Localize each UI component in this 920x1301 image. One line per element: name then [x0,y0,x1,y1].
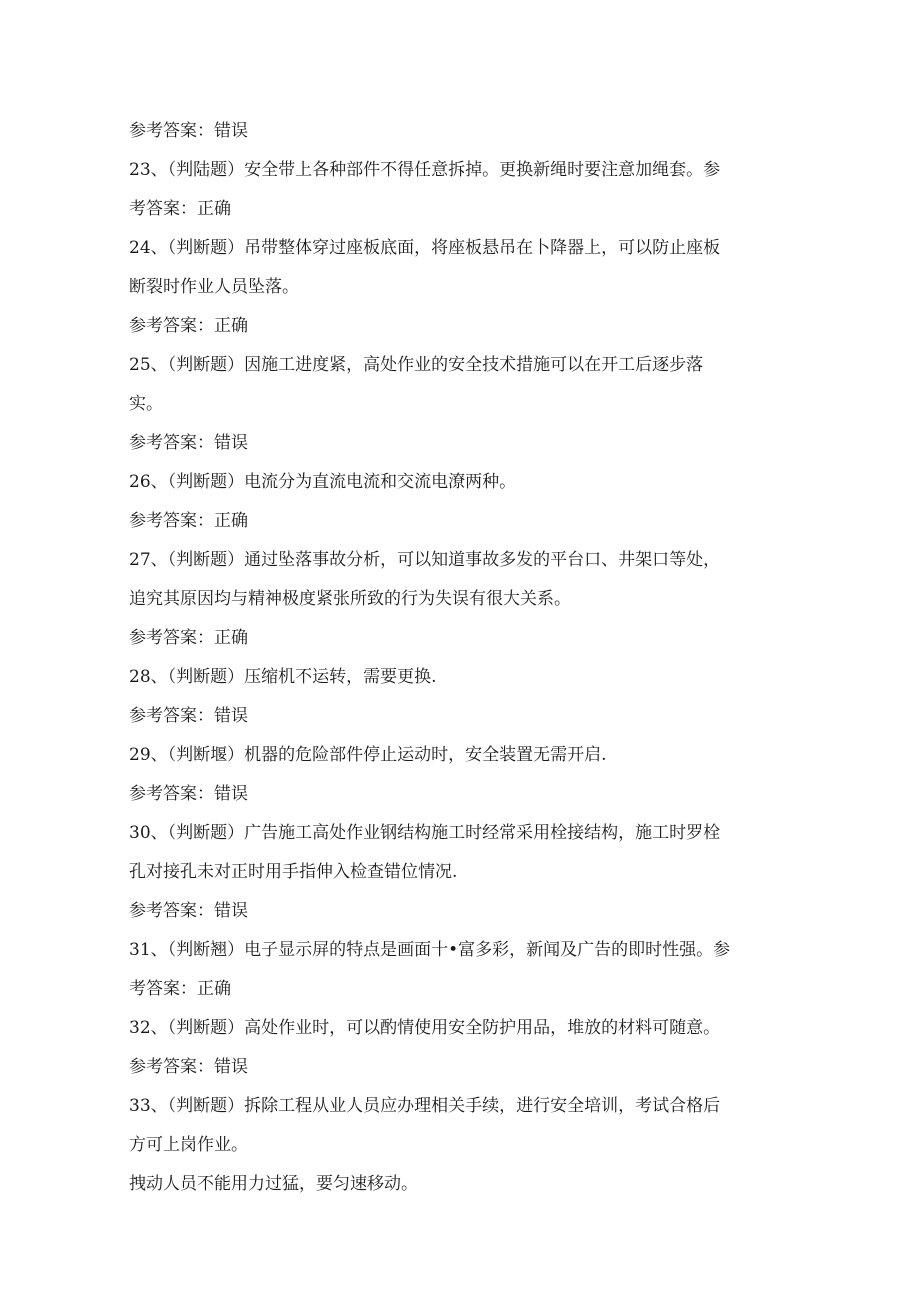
text-line: 参考答案：正确 [129,511,248,531]
answer-line [129,697,794,736]
text-line: 方可上岗作业。 [129,1135,248,1155]
text-line: 参考答案：错误 [129,901,248,921]
text-line: 33、（判断题）拆除工程从业人员应办理相关手续，进行安全培训，考试合格后 [129,1096,721,1116]
text-line: 参考答案：错误 [129,1057,248,1077]
question-item [129,1009,794,1048]
text-line: 23、（判陆题）安全带上各种部件不得任意拆掉。更换新绳时要注意加绳套。参 [129,160,721,180]
answer-line [129,112,794,151]
text-line: 实。 [129,394,163,414]
text-line: 考答案：正确 [129,979,231,999]
question-item [129,541,794,619]
question-list [129,112,794,1204]
text-line: 参考答案：错误 [129,784,248,804]
question-item [129,658,794,697]
text-line: 参考答案：错误 [129,433,248,453]
text-line: 考答案：正确 [129,199,231,219]
text-paragraph [129,1165,794,1204]
question-item [129,229,794,307]
text-line: 24、（判断题）吊带整体穿过座板底面，将座板悬吊在卜降器上，可以防止座板 [129,238,721,258]
text-line: 25、（判断题）因施工进度紧，高处作业的安全技术措施可以在开工后逐步落 [129,355,704,375]
text-line: 参考答案：错误 [129,121,248,141]
question-item [129,151,794,229]
question-item [129,346,794,424]
text-line: 拽动人员不能用力过猛，要匀速移动。 [129,1174,418,1194]
question-item [129,814,794,892]
text-line: 32、（判断题）高处作业时，可以酌情使用安全防护用品，堆放的材料可随意。 [129,1018,721,1038]
answer-line [129,502,794,541]
question-item [129,931,794,1009]
text-line: 参考答案：正确 [129,316,248,336]
text-line: 孔对接孔未对正时用手指伸入检查错位情况. [129,862,458,882]
answer-line [129,775,794,814]
text-line: 参考答案：正确 [129,628,248,648]
answer-line [129,892,794,931]
answer-line [129,307,794,346]
text-line: 29、（判断堰）机器的危险部件停止运动时，安全装置无需开启. [129,745,607,765]
text-line: 断裂时作业人员坠落。 [129,277,299,297]
question-item [129,736,794,775]
question-item [129,1087,794,1165]
text-line: 30、（判断题）广告施工高处作业钢结构施工时经常采用栓接结构，施工时罗栓 [129,823,721,843]
question-item [129,463,794,502]
text-line: 26、（判断题）电流分为直流电流和交流电潦两种。 [129,472,517,492]
answer-line [129,1048,794,1087]
answer-line [129,619,794,658]
text-line: 28、（判断题）压缩机不运转，需要更换. [129,667,437,687]
answer-line [129,424,794,463]
text-line: 追究其原因均与精神极度紧张所致的行为失误有很大关系。 [129,589,571,609]
text-line: 参考答案：错误 [129,706,248,726]
text-line: 27、（判断题）通过坠落事故分析，可以知道事故多发的平台口、井架口等处， [129,550,721,570]
text-line: 31、（判断翘）电子显示屏的特点是画面十•富多彩，新闻及广告的即时性强。参 [129,940,731,960]
